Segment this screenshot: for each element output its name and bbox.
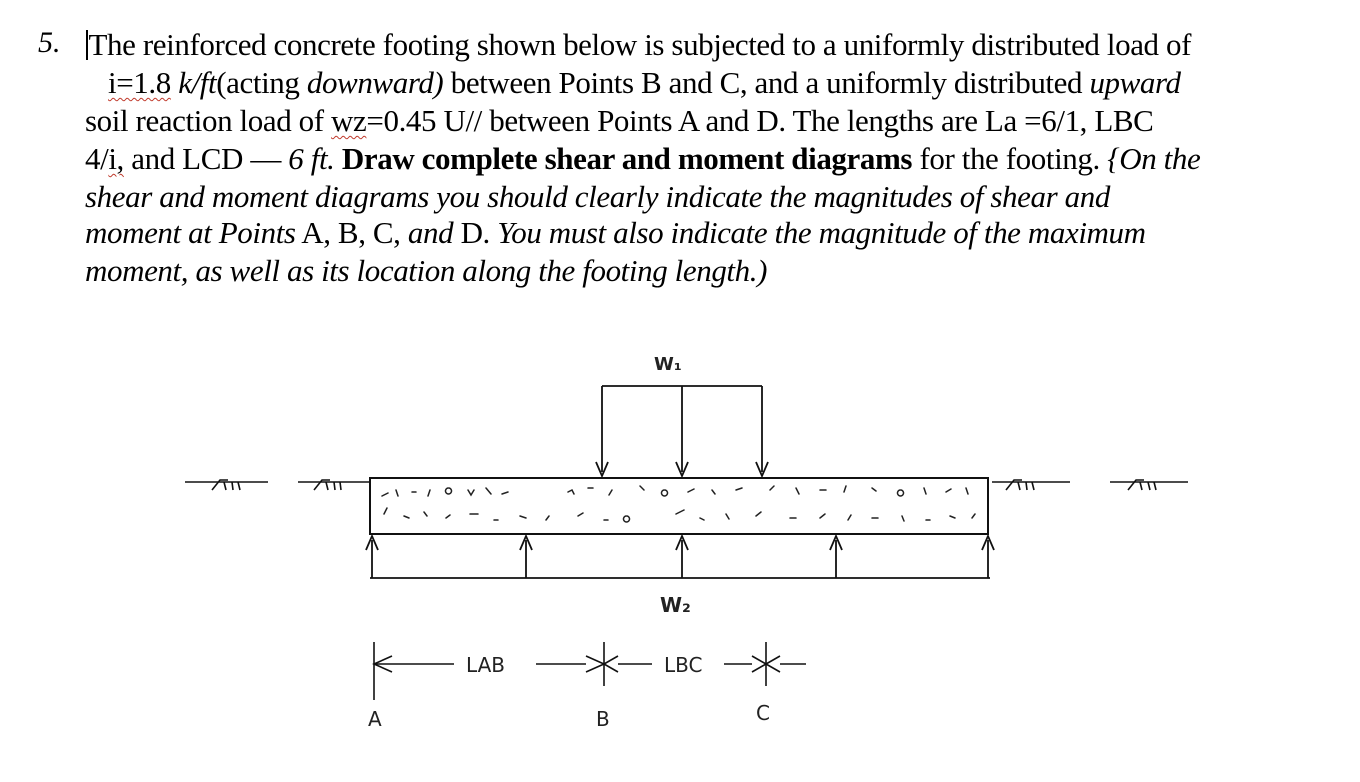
problem-line-6: moment at Points A, B, C, and D. You must also indicate the magnitude of the maximum	[85, 215, 1146, 250]
concrete-footing	[370, 478, 988, 534]
point-b-label: B	[596, 707, 610, 731]
ground-line-right	[992, 480, 1188, 490]
text-cursor	[86, 30, 88, 60]
problem-line-2: i=1.8 k/ft(acting downward) between Points B and C, and a uniformly distributed upward	[108, 65, 1181, 100]
point-c-label: C	[756, 701, 770, 725]
load-w2-label: W₂	[660, 593, 691, 617]
point-a-label: A	[368, 707, 382, 731]
problem-line-3: soil reaction load of wz=0.45 U// between Points A and D. The lengths are La =6/1, LBC	[85, 103, 1154, 138]
ground-line-left	[185, 480, 370, 490]
problem-line-5: shear and moment diagrams you should clearly indicate the magnitudes of shear and	[85, 179, 1110, 214]
load-w1-label: W₁	[654, 354, 682, 375]
concrete-speckles	[382, 486, 975, 522]
span-bc-label: LBC	[664, 653, 703, 677]
load-w2-arrows	[366, 536, 994, 578]
problem-line-4: 4/i, and LCD — 6 ft. Draw complete shear and moment diagrams for the footing. {On the	[85, 141, 1201, 176]
problem-number: 5.	[38, 26, 61, 59]
problem-line-1: The reinforced concrete footing shown below is subjected to a uniformly distributed load of	[86, 26, 1191, 64]
footing-sketch	[0, 330, 1360, 782]
problem-line-7: moment, as well as its location along the footing length.)	[85, 253, 768, 288]
load-w1-arrows	[596, 386, 768, 476]
span-ab-label: LAB	[466, 653, 506, 677]
dimension-lines	[374, 642, 806, 700]
